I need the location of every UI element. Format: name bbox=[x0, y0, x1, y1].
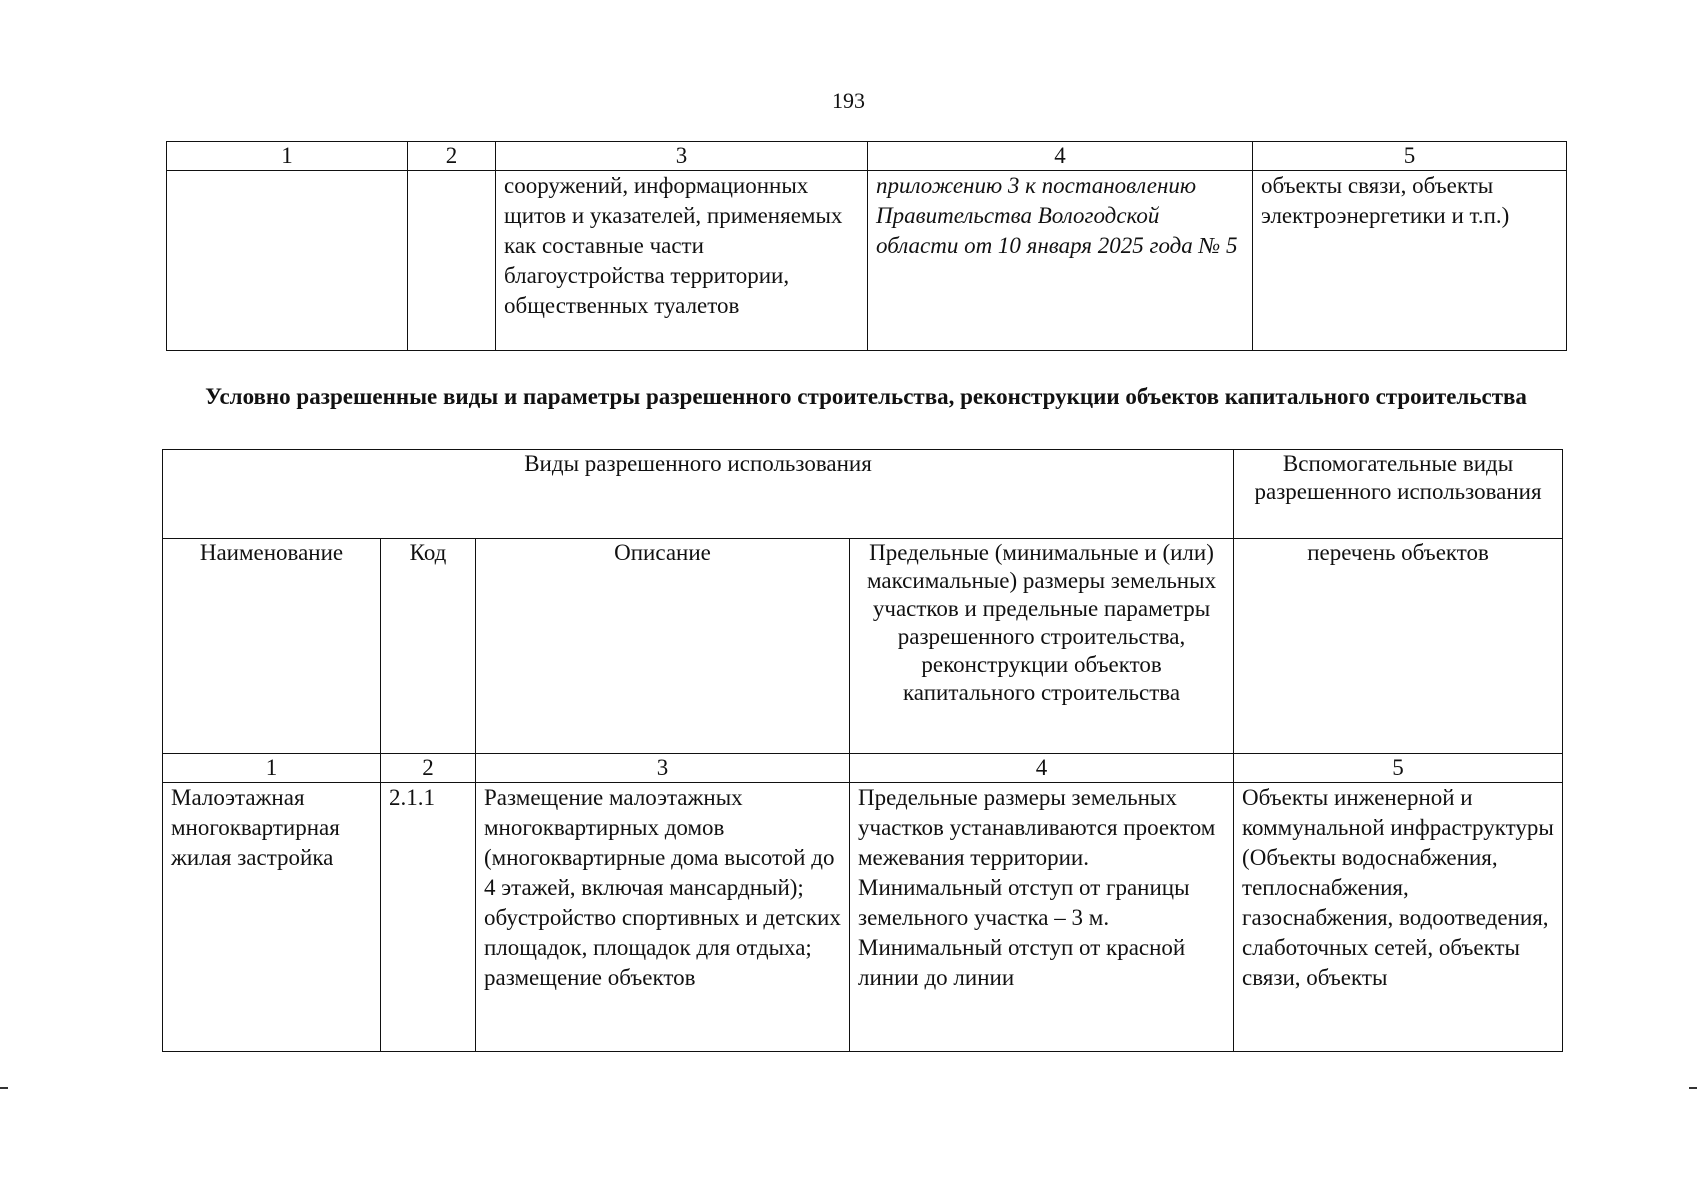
cell-description: сооружений, информационных щитов и указателей, применяемых как составные части благоустройства территории, общественных туалетов bbox=[496, 171, 868, 351]
cell-name: Малоэтажная многоквартирная жилая застройка bbox=[163, 783, 381, 1052]
column-number-2: 2 bbox=[381, 754, 476, 783]
column-number-5: 5 bbox=[1234, 754, 1563, 783]
column-number-1: 1 bbox=[163, 754, 381, 783]
column-header-row bbox=[163, 539, 1563, 754]
group-header-main: Виды разрешенного использования bbox=[163, 450, 1234, 539]
header-cell-5: 5 bbox=[1253, 142, 1567, 171]
column-header-description: Описание bbox=[476, 539, 850, 754]
table-row bbox=[167, 171, 1567, 351]
column-header-objects: перечень объектов bbox=[1234, 539, 1563, 754]
group-header-aux: Вспомогательные виды разрешенного использования bbox=[1234, 450, 1563, 539]
header-cell-2: 2 bbox=[408, 142, 496, 171]
continuation-table bbox=[166, 141, 1567, 351]
section-title: Условно разрешенные виды и параметры разрешенного строительства, реконструкции объектов капитального строительства bbox=[205, 384, 1527, 409]
column-number-row bbox=[163, 754, 1563, 783]
header-cell-3: 3 bbox=[496, 142, 868, 171]
header-cell-1: 1 bbox=[167, 142, 408, 171]
column-number-3: 3 bbox=[476, 754, 850, 783]
column-header-limits: Предельные (минимальные и (или) максимальные) размеры земельных участков и предельные параметры разрешенного строительства, реконструкции объектов капитального строительства bbox=[850, 539, 1234, 754]
scan-edge-mark bbox=[0, 1087, 8, 1089]
column-header-name: Наименование bbox=[163, 539, 381, 754]
table-header-row bbox=[167, 142, 1567, 171]
group-header-row bbox=[163, 450, 1563, 539]
header-cell-4: 4 bbox=[868, 142, 1253, 171]
column-header-code: Код bbox=[381, 539, 476, 754]
scan-edge-mark bbox=[1689, 1087, 1697, 1089]
cell-objects: объекты связи, объекты электроэнергетики и т.п.) bbox=[1253, 171, 1567, 351]
column-number-4: 4 bbox=[850, 754, 1234, 783]
cell-code: 2.1.1 bbox=[381, 783, 476, 1052]
cell-limits: приложению 3 к постановлению Правительства Вологодской области от 10 января 2025 года № 5 bbox=[868, 171, 1253, 351]
page-number: 193 bbox=[832, 88, 865, 113]
conditional-uses-table bbox=[162, 449, 1563, 1052]
cell-name bbox=[167, 171, 408, 351]
cell-objects: Объекты инженерной и коммунальной инфраструктуры (Объекты водоснабжения, теплоснабжения, газоснабжения, водоотведения, слаботочных сетей, объекты связи, объекты bbox=[1234, 783, 1563, 1052]
cell-description: Размещение малоэтажных многоквартирных домов (многоквартирные дома высотой до 4 этажей, включая мансардный); обустройство спортивных и детских площадок, площадок для отдыха; размещение объектов bbox=[476, 783, 850, 1052]
table-row bbox=[163, 783, 1563, 1052]
cell-limits: Предельные размеры земельных участков устанавливаются проектом межевания территории. Минимальный отступ от границы земельного участка – 3 м. Минимальный отступ от красной линии до линии bbox=[850, 783, 1234, 1052]
cell-code bbox=[408, 171, 496, 351]
